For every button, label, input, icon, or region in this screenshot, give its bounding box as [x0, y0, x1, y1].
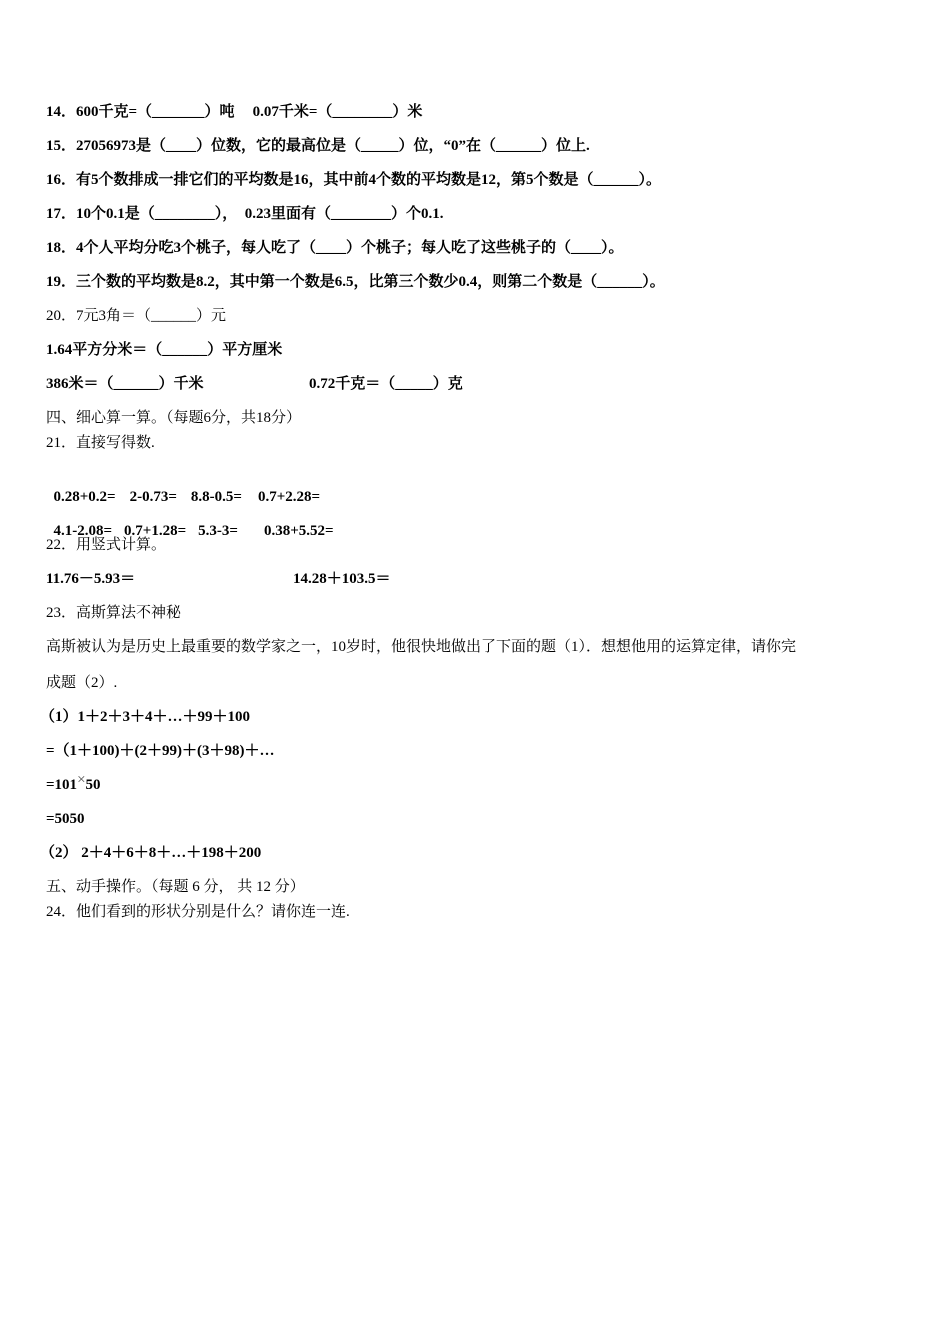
- times-sign: ×: [77, 772, 86, 788]
- q23-line3-b: 50: [85, 777, 101, 793]
- q14-part-b: 0.07千米=（________）米: [252, 104, 423, 120]
- q23-line3: [46, 772, 101, 795]
- q20-b: 1.64平方分米＝（______）平方厘米: [46, 342, 283, 358]
- calc-item: 0.38+5.52=: [263, 523, 334, 539]
- q23-line3-a: =101: [46, 777, 78, 793]
- q14-part-a: 14．600千克=（_______）吨: [46, 104, 235, 120]
- q17: 17．10个0.1是（________）， 0.23里面有（________）个0.1.: [46, 206, 444, 222]
- q20-a: 20．7元3角＝（______）元: [46, 308, 227, 324]
- q14: [46, 102, 422, 122]
- section5-title: 五、动手操作。（每题 6 分， 共 12 分）: [46, 879, 305, 895]
- q18: 18．4个人平均分吃3个桃子，每人吃了（____）个桃子；每人吃了这些桃子的（____）。: [46, 240, 624, 256]
- q23-line4: =5050: [46, 811, 85, 827]
- calc-item: 5.3-3=: [198, 523, 238, 539]
- q23-paragraph-cont: 成题（2）.: [46, 675, 118, 691]
- q20-c: 386米＝（______）千米: [46, 376, 204, 392]
- calc-item: 8.8-0.5=: [190, 489, 242, 505]
- q19: 19．三个数的平均数是8.2，其中第一个数是6.5，比第三个数少0.4，则第二个数是（______）。: [46, 274, 665, 290]
- q23-title: 23．高斯算法不神秘: [46, 605, 182, 621]
- q22-title: 22．用竖式计算。: [46, 537, 167, 553]
- q23-paragraph: 高斯被认为是历史上最重要的数学家之一，10岁时，他很快地做出了下面的题（1）．想想他用的运算定律，请你完: [46, 639, 797, 655]
- q23-line5: （2） 2＋4＋6＋8＋…＋198＋200: [40, 845, 262, 861]
- q20-d: 0.72千克＝（_____）克: [309, 376, 463, 392]
- calc-item: 0.7+1.28=: [124, 523, 187, 539]
- q24: 24．他们看到的形状分别是什么？请你连一连.: [46, 904, 350, 920]
- q16: 16．有5个数排成一排它们的平均数是16，其中前4个数的平均数是12，第5个数是（______）。: [46, 172, 662, 188]
- q23-line2: =（1＋100)＋(2＋99)＋(3＋98)＋…: [46, 743, 275, 759]
- calc-item: 0.28+0.2=: [53, 489, 116, 505]
- section4-title: 四、细心算一算。（每题6分，共18分）: [46, 410, 302, 426]
- q15: 15．27056973是（____）位数，它的最高位是（_____）位，“0”在（______）位上.: [46, 138, 590, 154]
- calc-item: 2-0.73=: [129, 489, 177, 505]
- q22-item-1: 11.76－5.93＝: [46, 571, 136, 587]
- q21-title: 21．直接写得数.: [46, 435, 155, 451]
- calc-item: 4.1-2.08=: [53, 523, 113, 539]
- q22-item-2: 14.28＋103.5＝: [293, 571, 391, 587]
- calc-item: 0.7+2.28=: [257, 489, 321, 505]
- q23-line1: （1）1＋2＋3＋4＋…＋99＋100: [40, 709, 251, 725]
